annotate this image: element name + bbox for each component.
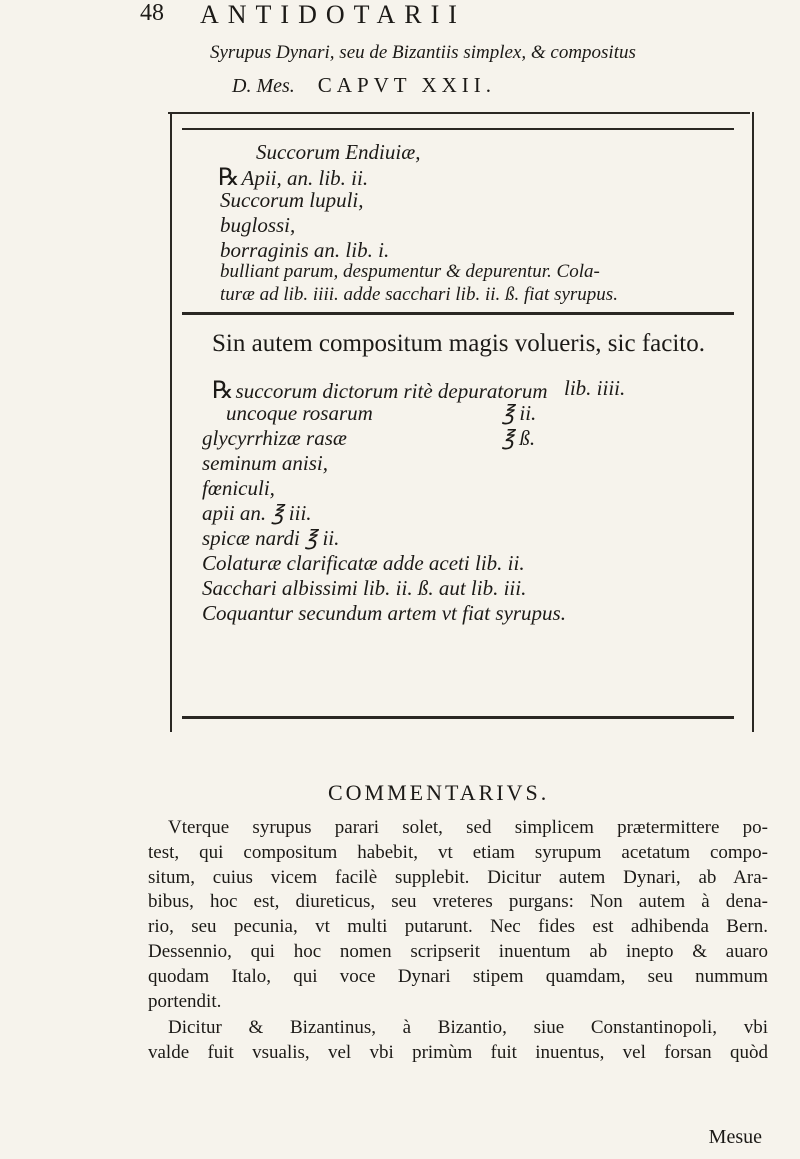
commentary-line: rio, seu pecunia, vt multi putarunt. Nec fides est adhibenda Bern. — [148, 916, 768, 938]
recipe2-line-4: seminum anisi, — [202, 451, 328, 475]
commentary-line: Vterque syrupus parari solet, sed simplicem prætermittere po- — [168, 817, 768, 838]
recipe1-line-5: borraginis an. lib. i. — [220, 238, 390, 262]
recipe2-line-6: apii an. ℥ iii. — [202, 501, 312, 525]
commentary-line: valde fuit vsualis, vel vbi primùm fuit inuentus, vel forsan quòd — [148, 1041, 768, 1063]
commentary-line: Dicitur & Bizantinus, à Bizantio, siue Constantinopoli, vbi — [168, 1017, 768, 1038]
chapter-line — [232, 73, 496, 98]
running-title: ANTIDOTARII — [200, 0, 466, 29]
recipe1-line-4: buglossi, — [220, 213, 296, 237]
recipe2-intro: Sin autem compositum magis volueris, sic facito. — [212, 330, 705, 357]
recipe1-line-7: turæ ad lib. iiii. adde sacchari lib. ii. ß. fiat syrupus. — [220, 284, 618, 305]
chapter-number: CAPVT XXII. — [317, 73, 497, 97]
quantity-2: ℥ ii. — [502, 401, 537, 425]
catchword: Mesue — [708, 1126, 762, 1148]
commentary-line: bibus, hoc est, diureticus, seu vreteres purgans: Non autem à dena- — [148, 891, 768, 913]
quantity-1: lib. iiii. — [564, 376, 626, 400]
recipe-rx-icon: ℞ — [212, 378, 234, 404]
box2-bottom-rule — [182, 716, 734, 719]
commentary-line: test, qui compositum habebit, vt etiam syrupum acetatum compo- — [148, 841, 768, 863]
commentary-paragraph-1 — [148, 816, 768, 1014]
box1-top-rule — [182, 128, 734, 130]
commentary-heading: COMMENTARIVS. — [328, 780, 550, 805]
frame-left-rule — [170, 112, 172, 732]
recipe2-line-2: uncoque rosarum — [226, 401, 373, 425]
chapter-subtitle: Syrupus Dynari, seu de Bizantiis simplex, & compositus — [210, 42, 636, 63]
recipe-box-simple — [178, 118, 738, 318]
recipe2-line-9: Sacchari albissimi lib. ii. ß. aut lib. iii. — [202, 576, 527, 600]
commentary-line: situm, cuius vicem facilè supplebit. Dicitur autem Dynari, ab Ara- — [148, 866, 768, 888]
recipe2-line-5: fœniculi, — [202, 476, 275, 500]
recipe2-line-10: Coquantur secundum artem vt fiat syrupus. — [202, 601, 566, 625]
recipe1-line-6: bulliant parum, despumentur & depurentur. Cola- — [220, 261, 600, 282]
commentary-line: portendit. — [148, 990, 222, 1012]
recipe1-line-2: ℞Apii, an. lib. ii. — [218, 165, 369, 191]
quantity-3: ℥ ß. — [502, 426, 536, 450]
recipe-box-compound — [178, 324, 738, 724]
recipe2-line-1: ℞succorum dictorum ritè depuratorum — [212, 378, 548, 404]
frame-right-rule — [752, 112, 754, 732]
recipe2-line-7: spicæ nardi ℥ ii. — [202, 526, 340, 550]
author-abbreviation: D. Mes. — [232, 75, 295, 97]
recipe-rx-icon: ℞ — [218, 165, 240, 191]
recipe1-line-3: Succorum lupuli, — [220, 188, 364, 212]
header-rule — [168, 112, 750, 114]
commentary-paragraph-2 — [148, 1016, 768, 1066]
recipe1-line-1: Succorum Endiuiæ, — [256, 140, 421, 164]
commentary-line: quodam Italo, qui voce Dynari stipem quamdam, seu nummum — [148, 965, 768, 987]
recipe2-line-8: Colaturæ clarificatæ adde aceti lib. ii. — [202, 551, 525, 575]
commentary-line: Dessennio, qui hoc nomen scripserit inuentum ab inepto & auaro — [148, 940, 768, 962]
page-number: 48 — [140, 0, 164, 26]
recipe2-line-3: glycyrrhizæ rasæ — [202, 426, 347, 450]
box1-bottom-rule — [182, 312, 734, 315]
